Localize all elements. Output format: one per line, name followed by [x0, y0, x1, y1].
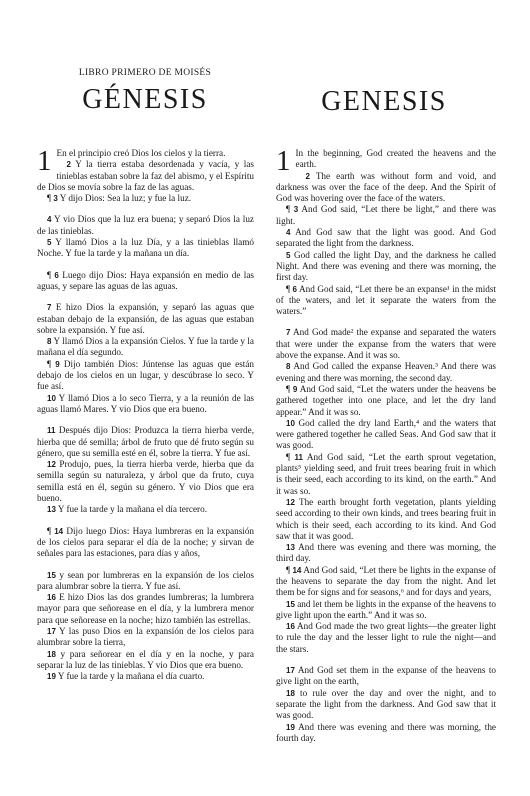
verse-14	[37, 526, 254, 560]
verse-number: 10	[286, 418, 295, 428]
verse-text: Dijo también Dios: Júntense las aguas que están debajo de los cielos en un lugar, y descúbrase lo seco. Y fue así.	[37, 358, 255, 392]
english-text-column	[276, 145, 497, 744]
verse-number: 18	[47, 649, 56, 659]
verse-number: 19	[286, 722, 295, 732]
verse-18	[276, 688, 496, 722]
pilcrow-icon: ¶	[47, 525, 55, 536]
verse-12	[37, 459, 254, 504]
verse-9	[276, 384, 496, 418]
verse-text: y sean por lumbreras en la expansión de los cielos para alumbrar sobre la tierra. Y fue así.	[37, 569, 255, 591]
verse-2	[276, 171, 496, 205]
verse-number: 12	[286, 497, 295, 507]
verse-text: y para señorear en el día y en la noche, y para separar la luz de las tinieblas. Y vio Dios que era bueno.	[37, 648, 255, 670]
verse-text: Y la tierra estaba desordenada y vacía, y las tinieblas estaban sobre la faz del abismo, y el Espíritu de Dios se movía sobre la faz de las aguas.	[37, 159, 254, 192]
verse-10	[276, 418, 496, 452]
verse-number: 9	[292, 384, 298, 394]
verse-text: Y las puso Dios en la expansión de los cielos para alumbrar sobre la tierra,	[37, 625, 254, 648]
spanish-text-column	[37, 145, 255, 682]
verse-13	[37, 504, 254, 515]
verse-number: 3	[293, 205, 299, 215]
verse-15	[37, 570, 254, 593]
verse-text: Luego dijo Dios: Haya expansión en medio de las aguas, y separe las aguas de las aguas.	[37, 269, 255, 291]
chapter-number: 1	[276, 145, 291, 177]
verse-number: 16	[286, 622, 295, 632]
verse-9	[37, 359, 254, 393]
verse-number: 4	[286, 228, 291, 238]
verse-13	[276, 542, 496, 565]
verse-text: Después dijo Dios: Produzca la tierra hierba verde, hierba que dé semilla; árbol de fruto que dé fruto según su género, que su semilla esté en él, sobre la tierra. Y fue así.	[37, 425, 254, 458]
verse-16	[276, 621, 496, 655]
pilcrow-icon: ¶	[286, 204, 294, 215]
verse-17	[276, 665, 496, 688]
pilcrow-icon: ¶	[47, 193, 54, 204]
verse-15	[276, 599, 496, 622]
verse-text: And God made the two great lights—the greater light to rule the day and the lesser light to rule the night—and the stars.	[276, 621, 496, 654]
spanish-heading	[40, 68, 250, 114]
verse-text: God called the dry land Earth,⁴ and the waters that were gathered together he called Seas. And God saw that it was good.	[276, 417, 496, 451]
verse-number: 2	[305, 171, 310, 181]
verse-number: 13	[47, 505, 56, 515]
verse-number: 15	[47, 570, 56, 580]
verse-7	[37, 302, 254, 336]
verse-number: 12	[47, 460, 56, 470]
verse-number: 11	[294, 452, 303, 462]
verse-number: 5	[47, 238, 52, 248]
verse-19	[37, 671, 254, 682]
verse-text: and let them be lights in the expanse of the heavens to give light upon the earth.” And it was so.	[276, 598, 496, 620]
verse-number: 10	[47, 393, 56, 403]
book-subtitle: LIBRO PRIMERO DE MOISÉS	[78, 68, 212, 78]
verse-text: Y llamó Dios a lo seco Tierra, y a la reunión de las aguas llamó Mares. Y vio Dios que era bueno.	[37, 392, 254, 414]
verse-text: The earth was without form and void, and darkness was over the face of the deep. And the Spirit of God was hovering over the face of the waters.	[276, 170, 496, 204]
verse-text: And God called the expanse Heaven.³ And there was evening and there was morning, the second day.	[276, 361, 496, 383]
verse-number: 18	[286, 688, 295, 698]
verse-number: 9	[55, 359, 60, 369]
verse-5	[276, 250, 496, 284]
verse-11	[276, 452, 496, 497]
verse-number: 16	[47, 593, 56, 603]
verse-8	[37, 336, 254, 359]
verse-8	[276, 361, 496, 384]
verse-text: The earth brought forth vegetation, plants yielding seed according to their own kinds, and trees bearing fruit in which is their seed, each according to its kind. And God saw that it was good.	[276, 496, 496, 541]
spanish-book-title: GÉNESIS	[82, 84, 208, 115]
verse-text: God called the light Day, and the darkness he called Night. And there was evening and there was morning, the first day.	[276, 249, 496, 283]
verse-6	[37, 270, 254, 293]
verse-text: E hizo Dios la expansión, y separó las aguas que estaban debajo de la expansión, de las aguas que estaban sobre la expansión. Y fue así.	[37, 302, 254, 335]
verse-text: to rule over the day and over the night, and to separate the light from the darkness. And God saw that it was good.	[276, 687, 497, 721]
verse-number: 6	[54, 270, 59, 280]
verse-text: Y llamó Dios a la expansión Cielos. Y fue la tarde y la mañana el día segundo.	[37, 336, 254, 358]
verse-3	[37, 193, 254, 204]
verse-19	[276, 722, 496, 745]
pilcrow-icon: ¶	[47, 358, 56, 369]
verse-4	[276, 227, 496, 250]
verse-number: 2	[66, 160, 71, 170]
verse-number: 15	[286, 599, 295, 609]
verse-text: And God said, “Let there be light,” and there was light.	[276, 204, 497, 226]
verse-number: 6	[292, 284, 297, 294]
verse-number: 14	[54, 526, 64, 536]
verse-number: 7	[286, 328, 291, 338]
verse-text: Y dijo Dios: Sea la luz; y fue la luz.	[59, 193, 192, 204]
verse-11	[37, 425, 254, 459]
verse-number: 5	[286, 250, 291, 260]
verse-text: And there was evening and there was morning, the fourth day.	[276, 721, 496, 743]
verse-text: Y vio Dios que la luz era buena; y separó Dios la luz de las tinieblas.	[37, 214, 254, 236]
verse-text: Y fue la tarde y la mañana el día tercero.	[57, 504, 208, 515]
verse-number: 8	[47, 337, 52, 347]
verse-text: And God said, “Let there be an expanse¹ in the midst of the waters, and let it separate the waters from the waters.”	[276, 283, 497, 317]
chapter-number: 1	[37, 145, 52, 177]
verse-12	[276, 497, 496, 542]
verse-6	[276, 284, 496, 318]
verse-18	[37, 649, 254, 672]
verse-number: 8	[286, 362, 291, 372]
verse-number: 19	[47, 672, 56, 682]
verse-text: And God made² the expanse and separated the waters that were under the expanse from the waters that were above the expanse. And it was so.	[276, 327, 497, 361]
verse-text: Dijo luego Dios: Haya lumbreras en la expansión de los cielos para separar el día de la noche; y sirvan de señales para las estaciones, para días y años,	[37, 525, 255, 559]
verse-text: E hizo Dios las dos grandes lumbreras; la lumbrera mayor para que señorease en el día, y la lumbrera menor para que señorease en la noche; hizo también las estrellas.	[37, 592, 254, 625]
verse-text: Produjo, pues, la tierra hierba verde, hierba que da semilla según su naturaleza, y árbol que da fruto, cuya semilla está en él, según su género. Y vio Dios que era bueno.	[37, 459, 255, 504]
verse-number: 11	[47, 426, 56, 436]
pilcrow-icon: ¶	[286, 451, 295, 462]
verse-number: 13	[286, 543, 295, 553]
verse-2	[37, 159, 254, 193]
verse-number: 4	[47, 215, 52, 225]
verse-number: 3	[53, 194, 58, 204]
verse-7	[276, 327, 496, 361]
verse-14	[276, 565, 496, 599]
verse-text: And God said, “Let the earth sprout vegetation, plants⁵ yielding seed, and fruit trees bearing fruit in which is their seed, each according to its kind, on the earth.” And it was so.	[276, 451, 497, 496]
verse-10	[37, 393, 254, 416]
verse-text: And God said, “Let there be lights in the expanse of the heavens to separate the day from the night. And let them be for signs and for seasons,⁶ and for days and years,	[276, 564, 496, 598]
verse-text: Y fue la tarde y la mañana el día cuarto.	[57, 671, 205, 682]
verse-number: 17	[286, 666, 295, 676]
verse-number: 17	[47, 626, 56, 636]
verse-text: And God saw that the light was good. And God separated the light from the darkness.	[276, 227, 496, 249]
pilcrow-icon: ¶	[47, 269, 55, 280]
english-book-title: GENESIS	[321, 86, 447, 117]
verse-number: 7	[47, 303, 52, 313]
verse-text: And God said, “Let the waters under the heavens be gathered together into one place, and let the dry land appear.” And it was so.	[276, 383, 497, 417]
verse-text: In the beginning, God created the heavens and the earth.	[295, 148, 496, 170]
pilcrow-icon: ¶	[286, 383, 293, 394]
verse-17	[37, 626, 254, 649]
english-heading	[278, 88, 490, 116]
pilcrow-icon: ¶	[286, 564, 293, 575]
verse-4	[37, 214, 254, 237]
verse-5	[37, 237, 254, 260]
verse-text: En el principio creó Dios los cielos y la tierra.	[56, 148, 226, 158]
pilcrow-icon: ¶	[286, 283, 293, 294]
verse-number: 14	[292, 565, 302, 575]
verse-16	[37, 592, 254, 626]
verse-3	[276, 204, 496, 227]
verse-text: And there was evening and there was morning, the third day.	[276, 542, 496, 564]
verse-text: And God set them in the expanse of the heavens to give light on the earth,	[276, 665, 497, 687]
verse-1	[276, 145, 496, 177]
verse-text: Y llamó Dios a la luz Día, y a las tinieblas llamó Noche. Y fue la tarde y la mañana un día.	[37, 237, 254, 259]
